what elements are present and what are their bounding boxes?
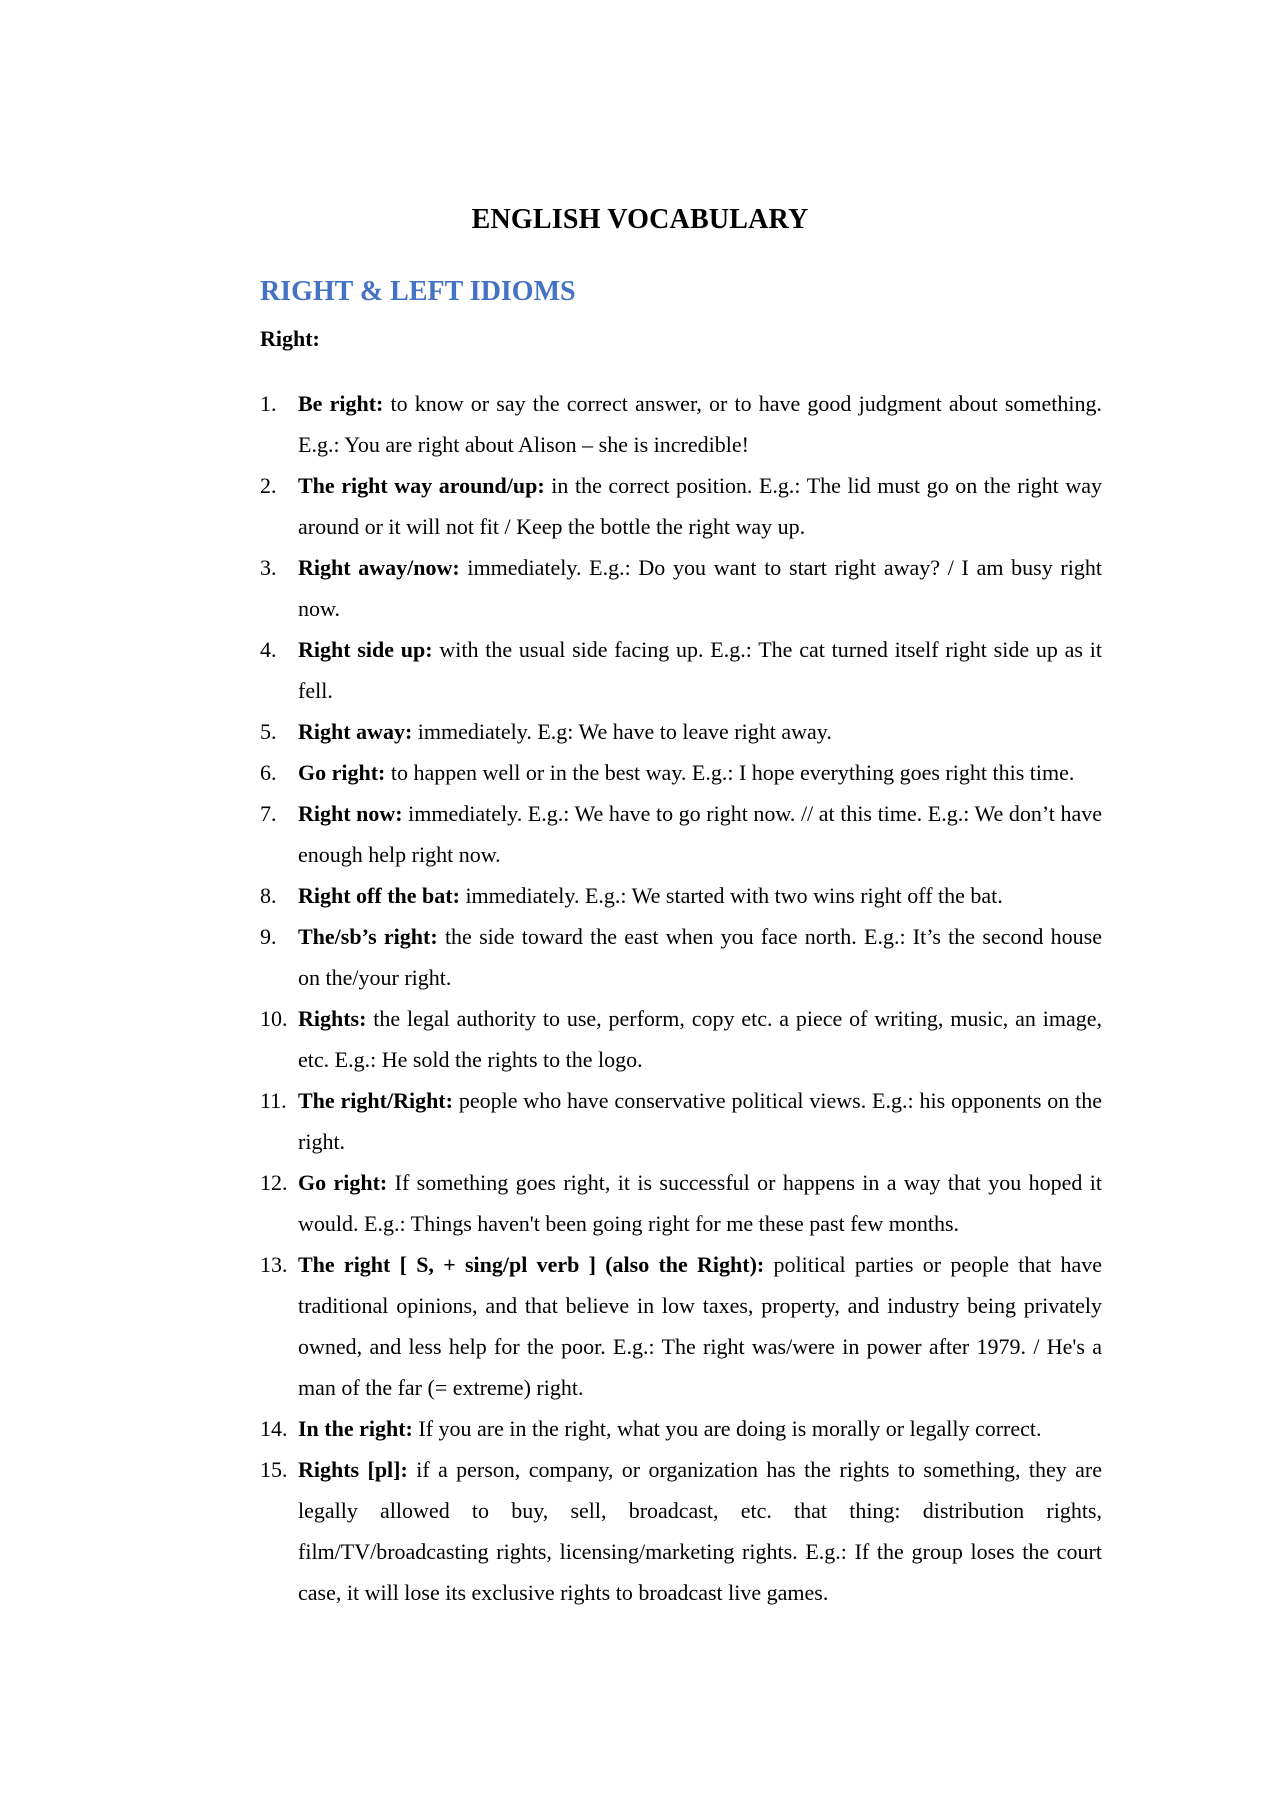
idiom-number: 3. [260, 555, 277, 580]
idiom-number: 5. [260, 719, 277, 744]
idiom-item [260, 1408, 1102, 1449]
idiom-number: 10. [260, 1006, 288, 1031]
idiom-definition: immediately. E.g.: We started with two wins right off the bat. [459, 883, 1003, 908]
idiom-number: 9. [260, 924, 277, 949]
idiom-definition: people who have conservative political views. E.g.: his opponents on the right. [298, 1088, 1102, 1154]
idiom-definition: the side toward the east when you face north. E.g.: It’s the second house on the/your right. [298, 924, 1103, 990]
idiom-term: Go right: [298, 1170, 388, 1195]
idiom-number: 8. [260, 883, 277, 908]
idiom-number: 14. [260, 1416, 288, 1441]
idiom-item [260, 752, 1102, 793]
idiom-number: 13. [260, 1252, 288, 1277]
idiom-item [260, 1162, 1102, 1244]
idiom-item [260, 547, 1102, 629]
idiom-definition: if a person, company, or organization has the rights to something, they are legally allowed to buy, sell, broadcast, etc. that thing: distribution rights, film/TV/broadcasting rights, licensing/marketing rights. E.g.: If the group loses the court case, it will lose its exclusive rights to broadcast live games. [298, 1457, 1102, 1605]
idiom-definition: immediately. E.g.: Do you want to start right away? / I am busy right now. [298, 555, 1102, 621]
idiom-term: Rights [pl]: [298, 1457, 408, 1482]
idiom-list [260, 383, 1102, 1613]
idiom-term: The right/Right: [298, 1088, 453, 1113]
idiom-item [260, 793, 1102, 875]
idiom-term: The right way around/up: [298, 473, 545, 498]
idiom-number: 15. [260, 1457, 288, 1482]
idiom-term: Rights: [298, 1006, 367, 1031]
idiom-number: 11. [260, 1088, 287, 1113]
idiom-item [260, 875, 1102, 916]
idiom-definition: with the usual side facing up. E.g.: The cat turned itself right side up as it fell. [298, 637, 1102, 703]
idiom-item [260, 383, 1102, 465]
idiom-definition: If something goes right, it is successful or happens in a way that you hoped it would. E.g.: Things haven't been going right for me these past few months. [298, 1170, 1102, 1236]
idiom-definition: immediately. E.g: We have to leave right away. [412, 719, 832, 744]
idiom-definition: to happen well or in the best way. E.g.: I hope everything goes right this time. [385, 760, 1075, 785]
idiom-number: 2. [260, 473, 277, 498]
idiom-definition: If you are in the right, what you are doing is morally or legally correct. [412, 1416, 1042, 1441]
idiom-term: Right away/now: [298, 555, 460, 580]
idiom-number: 6. [260, 760, 277, 785]
idiom-item [260, 998, 1102, 1080]
idiom-item [260, 465, 1102, 547]
idiom-definition: the legal authority to use, perform, copy etc. a piece of writing, music, an image, etc. E.g.: He sold the rights to the logo. [298, 1006, 1102, 1072]
idiom-term: The/sb’s right: [298, 924, 438, 949]
idiom-definition: immediately. E.g.: We have to go right now. // at this time. E.g.: We don’t have enough help right now. [298, 801, 1102, 867]
idiom-term: Be right: [298, 391, 384, 416]
idiom-term: Go right: [298, 760, 386, 785]
section-heading: RIGHT & LEFT IDIOMS [260, 276, 576, 307]
idiom-item [260, 1449, 1102, 1613]
idiom-item [260, 629, 1102, 711]
idiom-number: 12. [260, 1170, 288, 1195]
idiom-term: Right off the bat: [298, 883, 460, 908]
idiom-term: Right now: [298, 801, 403, 826]
idiom-item [260, 1244, 1102, 1408]
idiom-definition: in the correct position. E.g.: The lid must go on the right way around or it will not fit / Keep the bottle the right way up. [298, 473, 1102, 539]
idiom-item [260, 916, 1102, 998]
sub-heading-right: Right: [260, 326, 320, 351]
document-title: ENGLISH VOCABULARY [471, 204, 809, 235]
idiom-number: 1. [260, 391, 277, 416]
idiom-definition: political parties or people that have traditional opinions, and that believe in low taxes, property, and industry being privately owned, and less help for the poor. E.g.: The right was/were in power after 1979. / He's a man of the far (= extreme) right. [298, 1252, 1102, 1400]
idiom-item [260, 1080, 1102, 1162]
idiom-number: 4. [260, 637, 277, 662]
idiom-term: The right [ S, + sing/pl verb ] (also the Right): [298, 1252, 765, 1277]
idiom-term: Right side up: [298, 637, 433, 662]
idiom-number: 7. [260, 801, 277, 826]
idiom-term: Right away: [298, 719, 413, 744]
idiom-item [260, 711, 1102, 752]
idiom-term: In the right: [298, 1416, 413, 1441]
idiom-definition: to know or say the correct answer, or to have good judgment about something. E.g.: You are right about Alison – she is incredible! [298, 391, 1103, 457]
